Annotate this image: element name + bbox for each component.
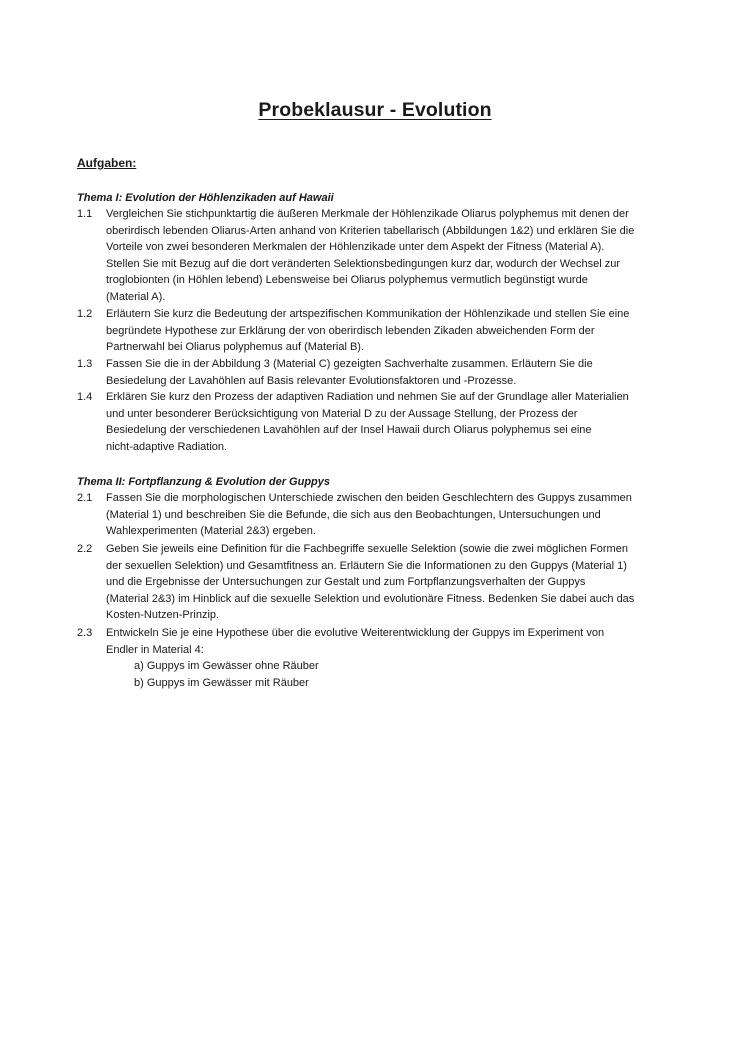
- task-line: Besiedelung der Lavahöhlen auf Basis relevanter Evolutionsfaktoren und -Prozesse.: [106, 374, 517, 387]
- task-line: Endler in Material 4:: [106, 643, 204, 656]
- task-line: Fassen Sie die in der Abbildung 3 (Material C) gezeigten Sachverhalte zusammen. Erläutern Sie die: [106, 358, 593, 370]
- task-line: (Material A).: [106, 290, 166, 303]
- task-line: Geben Sie jeweils eine Definition für die Fachbegriffe sexuelle Selektion (sowie die zwei möglichen Formen: [106, 543, 628, 555]
- task-text: [106, 625, 676, 658]
- task-line: Kosten-Nutzen-Prinzip.: [106, 609, 220, 622]
- task-number: 1.2: [77, 308, 93, 320]
- task-2-1: [77, 490, 677, 540]
- task-line: (Material 2&3) im Hinblick auf die sexuelle Selektion und evolutionäre Fitness. Bedenken Sie dabei auch das: [106, 592, 635, 605]
- task-2-3-subitem-b: b) Guppys im Gewässer mit Räuber: [134, 677, 309, 689]
- task-text: [106, 541, 676, 624]
- tasks-heading: Aufgaben:: [77, 156, 137, 170]
- task-2-3-subitem-a: a) Guppys im Gewässer ohne Räuber: [134, 660, 319, 672]
- task-line: Fassen Sie die morphologischen Unterschiede zwischen den beiden Geschlechtern des Guppys zusammen: [106, 492, 632, 504]
- page-title: Probeklausur - Evolution: [258, 99, 492, 121]
- task-line: Besiedelung der verschiedenen Lavahöhlen auf der Insel Hawaii durch Oliarus polyphemus sei eine: [106, 424, 592, 437]
- task-2-3: [77, 625, 677, 658]
- task-line: begründete Hypothese zur Erklärung der von oberirdisch lebenden Zikaden abweichenden Form der: [106, 324, 595, 337]
- task-line: Entwickeln Sie je eine Hypothese über die evolutive Weiterentwicklung der Guppys im Experiment von: [106, 627, 605, 639]
- task-line: Stellen Sie mit Bezug auf die dort veränderten Selektionsbedingungen kurz dar, wodurch der Wechsel zur: [106, 257, 621, 270]
- task-line: Partnerwahl bei Oliarus polyphemus auf (Material B).: [106, 341, 365, 354]
- task-number: 2.1: [77, 492, 93, 504]
- task-line: oberirdisch lebenden Oliarus-Arten anhand von Kriterien tabellarisch (Abbildungen 1&2) und erklären Sie die: [106, 224, 635, 237]
- task-1-1: [77, 206, 677, 306]
- task-text: [106, 490, 676, 540]
- task-line: und unter besonderer Berücksichtigung von Material D zu der Aussage Stellung, der Prozess der: [106, 407, 578, 420]
- task-number: 2.3: [77, 627, 93, 639]
- task-2-2: [77, 541, 677, 624]
- task-text: [106, 306, 676, 356]
- task-text: [106, 206, 676, 306]
- task-number: 1.4: [77, 391, 93, 403]
- task-number: 1.1: [77, 208, 93, 220]
- task-line: nicht-adaptive Radiation.: [106, 440, 228, 453]
- task-1-3: [77, 356, 677, 389]
- task-line: troglobionten (in Höhlen lebend) Lebensweise bei Oliarus polyphemus vermutlich begünstigt wurde: [106, 274, 588, 287]
- task-line: Vorteile von zwei besonderen Merkmalen der Höhlenzikade unter dem Aspekt der Fitness (Material A).: [106, 241, 605, 254]
- task-number: 2.2: [77, 543, 93, 555]
- task-number: 1.3: [77, 358, 93, 370]
- task-line: (Material 1) und beschreiben Sie die Befunde, die sich aus den Beobachtungen, Untersuchungen und: [106, 508, 601, 521]
- task-line: und die Ergebnisse der Untersuchungen zur Gestalt und zum Fortpflanzungsverhalten der Guppys: [106, 576, 586, 589]
- task-line: Vergleichen Sie stichpunktartig die äußeren Merkmale der Höhlenzikade Oliarus polyphemus mit denen der: [106, 208, 629, 220]
- task-line: Erläutern Sie kurz die Bedeutung der artspezifischen Kommunikation der Höhlenzikade und stellen Sie eine: [106, 308, 630, 320]
- task-1-2: [77, 306, 677, 356]
- task-text: [106, 389, 676, 455]
- task-1-4: [77, 389, 677, 455]
- task-line: der sexuellen Selektion) und Gesamtfitness an. Erläutern Sie die Informationen zu den Guppys (Material 1): [106, 559, 627, 572]
- theme-2-title: Thema II: Fortpflanzung & Evolution der Guppys: [77, 476, 330, 488]
- task-line: Erklären Sie kurz den Prozess der adaptiven Radiation und nehmen Sie auf der Grundlage aller Materialien: [106, 391, 629, 403]
- task-line: Wahlexperimenten (Material 2&3) ergeben.: [106, 525, 316, 538]
- theme-1-title: Thema I: Evolution der Höhlenzikaden auf Hawaii: [77, 192, 334, 204]
- task-text: [106, 356, 676, 389]
